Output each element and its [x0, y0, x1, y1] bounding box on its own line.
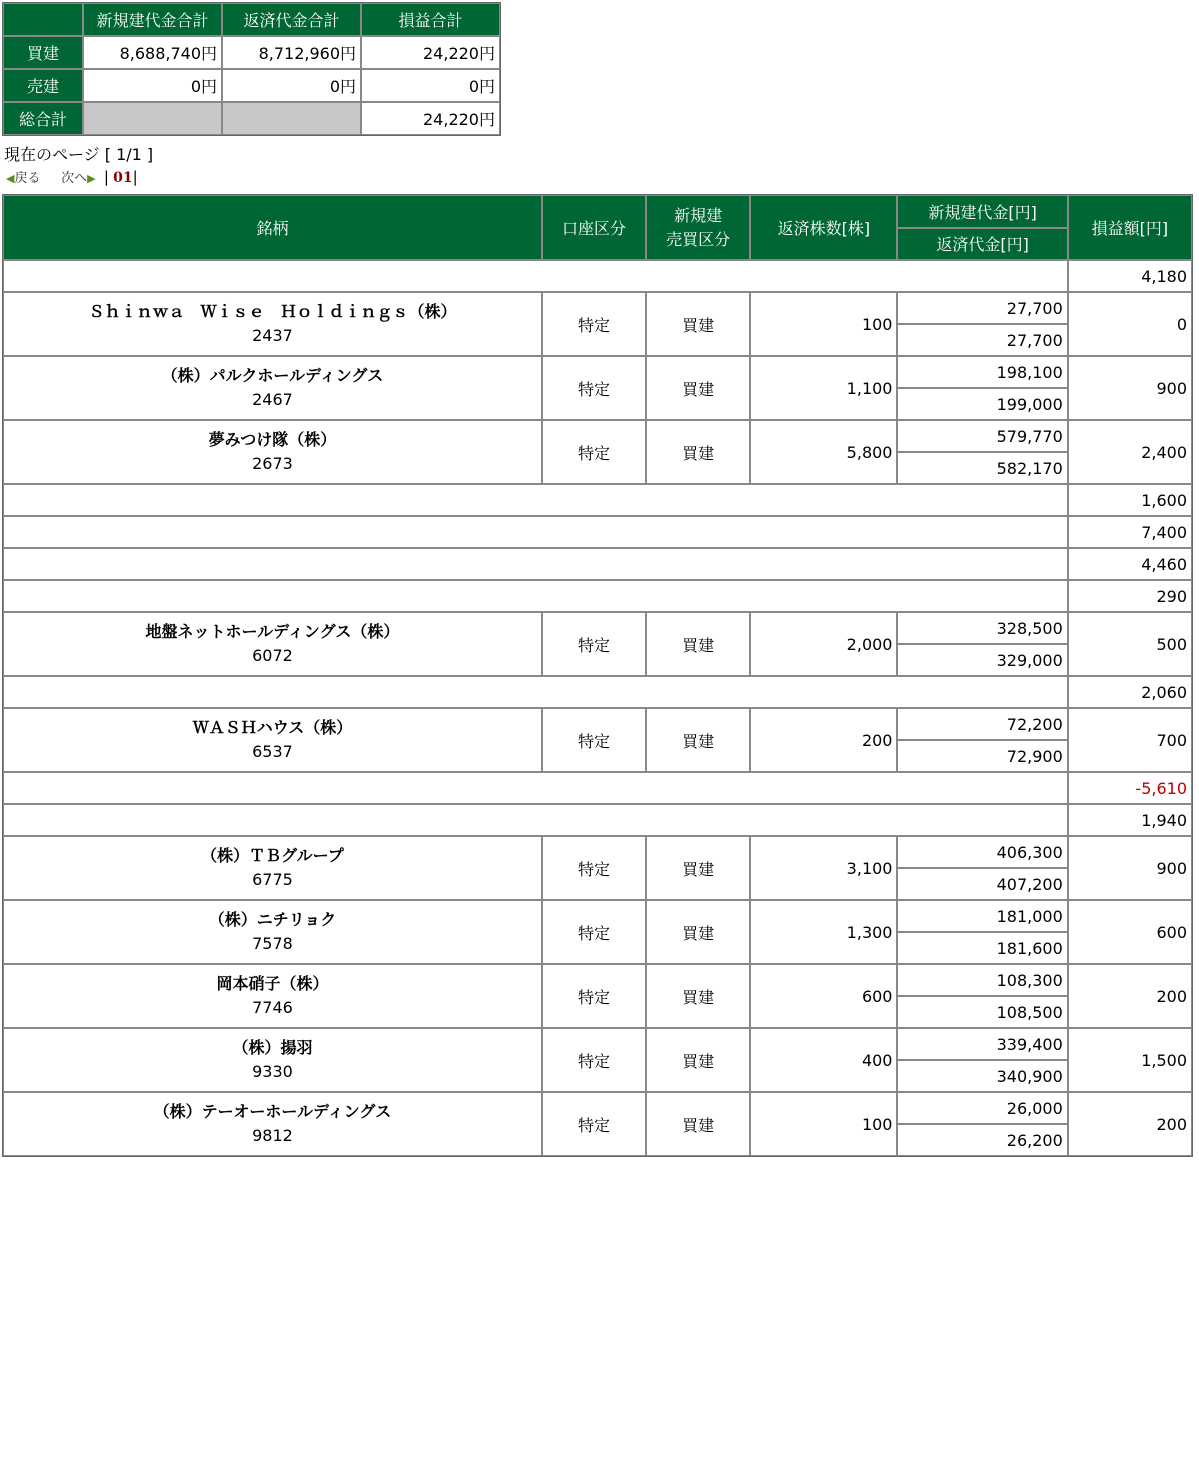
shares-cell: 100	[750, 1092, 897, 1156]
pl-cell: 900	[1068, 836, 1192, 900]
return-amount-cell: 181,600	[897, 932, 1067, 964]
blank-cell	[3, 580, 1068, 612]
pl-cell: 200	[1068, 1092, 1192, 1156]
trade-type-cell: 買建	[646, 708, 750, 772]
trade-type-cell: 買建	[646, 420, 750, 484]
table-row	[3, 708, 1192, 740]
trade-type-cell: 買建	[646, 356, 750, 420]
account-cell: 特定	[542, 900, 646, 964]
name-cell	[3, 1092, 542, 1156]
table-row	[3, 900, 1192, 932]
new-amount-cell: 406,300	[897, 836, 1067, 868]
new-amount-cell: 181,000	[897, 900, 1067, 932]
trade-type-cell: 買建	[646, 964, 750, 1028]
account-cell: 特定	[542, 356, 646, 420]
pl-cell: 1,500	[1068, 1028, 1192, 1092]
pl-cell: 1,940	[1068, 804, 1192, 836]
summary-header-blank	[3, 3, 83, 36]
name-cell	[3, 708, 542, 772]
blank-cell	[3, 484, 1068, 516]
name-cell	[3, 964, 542, 1028]
stock-name[interactable]: ＷＡＳＨハウス（株）	[192, 718, 353, 737]
blank-cell	[3, 548, 1068, 580]
table-row	[3, 1028, 1192, 1060]
summary-buy-return: 8,712,960円	[222, 36, 361, 69]
table-row	[3, 356, 1192, 388]
trade-type-cell: 買建	[646, 1028, 750, 1092]
stock-name[interactable]: （株）揚羽	[232, 1038, 313, 1057]
table-row	[3, 420, 1192, 452]
page-info: 現在のページ [ 1/1 ]	[4, 145, 154, 164]
trade-type-cell: 買建	[646, 900, 750, 964]
new-amount-cell: 579,770	[897, 420, 1067, 452]
stock-code: 7746	[252, 998, 293, 1017]
pl-cell: 2,400	[1068, 420, 1192, 484]
shares-cell: 2,000	[750, 612, 897, 676]
summary-header-return: 返済代金合計	[222, 3, 361, 36]
blank-cell	[3, 516, 1068, 548]
table-row	[3, 612, 1192, 644]
summary-sell-new: 0円	[83, 69, 222, 102]
pl-cell: 4,180	[1068, 260, 1192, 292]
name-cell	[3, 836, 542, 900]
blank-cell	[3, 676, 1068, 708]
account-cell: 特定	[542, 964, 646, 1028]
pl-cell: 4,460	[1068, 548, 1192, 580]
trade-type-cell: 買建	[646, 292, 750, 356]
summary-header-new: 新規建代金合計	[83, 3, 222, 36]
header-new-amount: 新規建代金[円]	[897, 195, 1067, 228]
new-amount-cell: 328,500	[897, 612, 1067, 644]
summary-total-pl: 24,220円	[361, 102, 500, 135]
shares-cell: 400	[750, 1028, 897, 1092]
trade-table-body	[3, 260, 1192, 1156]
account-cell: 特定	[542, 836, 646, 900]
shares-cell: 1,100	[750, 356, 897, 420]
name-cell	[3, 900, 542, 964]
account-cell: 特定	[542, 420, 646, 484]
stock-name[interactable]: （株）パルクホールディングス	[161, 366, 384, 385]
return-amount-cell: 199,000	[897, 388, 1067, 420]
pl-cell: 0	[1068, 292, 1192, 356]
pl-cell: 7,400	[1068, 516, 1192, 548]
stock-name[interactable]: （株）ニチリョク	[208, 910, 337, 929]
header-account: 口座区分	[542, 195, 646, 260]
summary-label-total: 総合計	[3, 102, 83, 135]
return-amount-cell: 582,170	[897, 452, 1067, 484]
stock-code: 9812	[252, 1126, 293, 1145]
shares-cell: 3,100	[750, 836, 897, 900]
new-amount-cell: 27,700	[897, 292, 1067, 324]
summary-label-buy: 買建	[3, 36, 83, 69]
stock-code: 9330	[252, 1062, 293, 1081]
header-return-amount: 返済代金[円]	[897, 228, 1067, 261]
pl-cell: 290	[1068, 580, 1192, 612]
stock-code: 2467	[252, 390, 293, 409]
shares-cell: 600	[750, 964, 897, 1028]
account-cell: 特定	[542, 612, 646, 676]
name-cell	[3, 612, 542, 676]
prev-link[interactable]: 戻る	[14, 171, 41, 186]
shares-cell: 100	[750, 292, 897, 356]
header-trade-type-text: 新規建 売買区分	[666, 205, 731, 249]
name-cell	[3, 356, 542, 420]
summary-header-pl: 損益合計	[361, 3, 500, 36]
header-name: 銘柄	[3, 195, 542, 260]
stock-name[interactable]: 岡本硝子（株）	[216, 974, 329, 993]
pl-cell: 700	[1068, 708, 1192, 772]
account-cell: 特定	[542, 1028, 646, 1092]
table-row	[3, 836, 1192, 868]
return-amount-cell: 26,200	[897, 1124, 1067, 1156]
summary-label-sell: 売建	[3, 69, 83, 102]
stock-name[interactable]: 地盤ネットホールディングス（株）	[145, 622, 400, 641]
header-trade-type	[646, 195, 750, 260]
shares-cell: 200	[750, 708, 897, 772]
return-amount-cell: 340,900	[897, 1060, 1067, 1092]
pl-cell: 1,600	[1068, 484, 1192, 516]
blank-cell	[3, 804, 1068, 836]
pl-cell: 900	[1068, 356, 1192, 420]
return-amount-cell: 72,900	[897, 740, 1067, 772]
pl-cell: 500	[1068, 612, 1192, 676]
stock-code: 6775	[252, 870, 293, 889]
summary-total-return	[222, 102, 361, 135]
trade-type-cell: 買建	[646, 1092, 750, 1156]
page-number-link[interactable]: 01	[113, 170, 133, 186]
summary-buy-pl: 24,220円	[361, 36, 500, 69]
new-amount-cell: 198,100	[897, 356, 1067, 388]
summary-buy-new: 8,688,740円	[83, 36, 222, 69]
shares-cell: 1,300	[750, 900, 897, 964]
next-link[interactable]: 次へ	[61, 171, 88, 186]
summary-total-new	[83, 102, 222, 135]
summary-table	[2, 2, 501, 136]
summary-sell-pl: 0円	[361, 69, 500, 102]
stock-name[interactable]: （株）ＴＢグループ	[201, 846, 344, 865]
account-cell: 特定	[542, 1092, 646, 1156]
trade-table	[2, 194, 1193, 1157]
return-amount-cell: 329,000	[897, 644, 1067, 676]
name-cell	[3, 292, 542, 356]
next-arrow-icon[interactable]: ▶	[87, 172, 96, 185]
stock-name[interactable]: （株）テーオーホールディングス	[153, 1102, 392, 1121]
pl-cell: 600	[1068, 900, 1192, 964]
return-amount-cell: 407,200	[897, 868, 1067, 900]
name-cell	[3, 1028, 542, 1092]
return-amount-cell: 108,500	[897, 996, 1067, 1028]
new-amount-cell: 26,000	[897, 1092, 1067, 1124]
name-cell	[3, 420, 542, 484]
new-amount-cell: 72,200	[897, 708, 1067, 740]
prev-arrow-icon[interactable]: ◀	[6, 172, 15, 185]
new-amount-cell: 339,400	[897, 1028, 1067, 1060]
pl-cell: -5,610	[1068, 772, 1192, 804]
stock-name[interactable]: 夢みつけ隊（株）	[208, 430, 337, 449]
blank-cell	[3, 772, 1068, 804]
trade-type-cell: 買建	[646, 612, 750, 676]
pl-cell: 200	[1068, 964, 1192, 1028]
return-amount-cell: 27,700	[897, 324, 1067, 356]
table-row	[3, 292, 1192, 324]
summary-sell-return: 0円	[222, 69, 361, 102]
account-cell: 特定	[542, 708, 646, 772]
table-row	[3, 1092, 1192, 1124]
header-shares: 返済株数[株]	[750, 195, 897, 260]
stock-code: 7578	[252, 934, 293, 953]
pager: ◀戻る 次へ▶ | 01|	[6, 168, 138, 186]
header-pl: 損益額[円]	[1068, 195, 1192, 260]
table-row	[3, 964, 1192, 996]
pl-cell: 2,060	[1068, 676, 1192, 708]
account-cell: 特定	[542, 292, 646, 356]
stock-code: 6537	[252, 742, 293, 761]
new-amount-cell: 108,300	[897, 964, 1067, 996]
stock-name[interactable]: Ｓｈｉｎｗａ Ｗｉｓｅ Ｈｏｌｄｉｎｇｓ（株）	[88, 302, 457, 321]
blank-cell	[3, 260, 1068, 292]
stock-code: 6072	[252, 646, 293, 665]
stock-code: 2673	[252, 454, 293, 473]
trade-type-cell: 買建	[646, 836, 750, 900]
shares-cell: 5,800	[750, 420, 897, 484]
stock-code: 2437	[252, 326, 293, 345]
